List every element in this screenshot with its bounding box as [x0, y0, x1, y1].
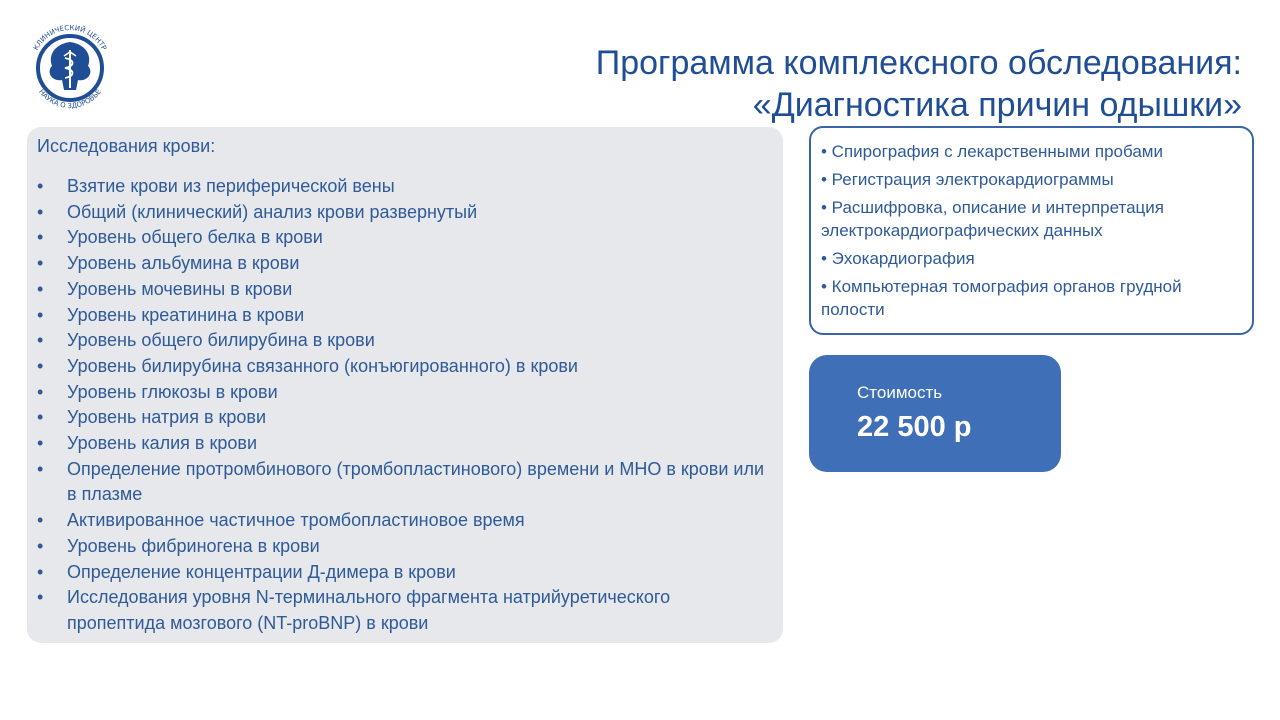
list-item: • Уровень общего белка в крови	[37, 225, 773, 251]
list-item: • Активированное частичное тромбопластиновое время	[37, 508, 773, 534]
title-line-2: «Диагностика причин одышки»	[752, 86, 1242, 124]
bullet-icon: •	[37, 587, 44, 608]
list-item: • Расшифровка, описание и интерпретация электрокардиографических данных	[821, 198, 1164, 240]
list-item: • Уровень билирубина связанного (конъюгированного) в крови	[37, 354, 773, 380]
list-item: • Уровень общего билирубина в крови	[37, 328, 773, 354]
page-title	[596, 42, 1242, 126]
list-item: • Уровень альбумина в крови	[37, 251, 773, 277]
logo-text-top: КЛИНИЧЕСКИЙ ЦЕНТР	[32, 23, 108, 52]
bullet-icon: •	[37, 355, 44, 376]
list-item: • Уровень калия в крови	[37, 431, 773, 457]
functional-tests-list	[821, 140, 1242, 321]
bullet-icon: •	[37, 561, 44, 582]
bullet-icon: •	[37, 330, 44, 351]
blood-tests-list	[37, 174, 773, 637]
bullet-icon: •	[37, 227, 44, 248]
bullet-icon: •	[37, 433, 44, 454]
clinic-logo	[24, 20, 116, 112]
bullet-icon: •	[37, 176, 44, 196]
list-item: • Взятие крови из периферической вены	[37, 174, 773, 200]
list-item: • Регистрация электрокардиограммы	[821, 170, 1114, 189]
list-item: • Уровень глюкозы в крови	[37, 380, 773, 406]
list-item: • Общий (клинический) анализ крови развернутый	[37, 200, 773, 226]
list-item: • Уровень мочевины в крови	[37, 277, 773, 303]
bullet-icon: •	[37, 381, 44, 402]
blood-tests-panel	[27, 127, 783, 643]
bullet-icon: •	[37, 253, 44, 274]
list-item: • Исследования уровня N-терминального фрагмента натрийуретического пропептида мозгового (NT-proBNP) в крови	[37, 587, 671, 633]
bullet-icon: •	[37, 535, 44, 556]
list-item: • Определение концентрации Д-димера в крови	[37, 560, 773, 586]
list-item: • Уровень креатинина в крови	[37, 303, 773, 329]
price-label: Стоимость	[857, 383, 943, 402]
list-item: • Уровень натрия в крови	[37, 405, 773, 431]
functional-tests-panel	[809, 126, 1254, 335]
title-line-1: Программа комплексного обследования:	[595, 44, 1242, 82]
bullet-icon: •	[37, 458, 44, 479]
bullet-icon: •	[37, 201, 44, 222]
price-box	[809, 355, 1061, 472]
logo-text-bottom: НАУКА О ЗДОРОВЬЕ	[37, 87, 103, 111]
price-value: 22 500 р	[857, 411, 972, 443]
list-item: • Уровень фибриногена в крови	[37, 534, 773, 560]
bullet-icon: •	[37, 510, 44, 531]
bullet-icon: •	[37, 304, 44, 325]
blood-tests-heading: Исследования крови:	[37, 136, 216, 156]
list-item: • Компьютерная томография органов грудной полости	[821, 277, 1182, 319]
list-item: • Спирография с лекарственными пробами	[821, 142, 1163, 161]
list-item: • Определение протромбинового (тромбопластинового) времени и МНО в крови или в плазме	[37, 458, 765, 505]
bullet-icon: •	[37, 407, 44, 428]
list-item: • Эхокардиография	[821, 249, 975, 268]
bullet-icon: •	[37, 278, 44, 299]
